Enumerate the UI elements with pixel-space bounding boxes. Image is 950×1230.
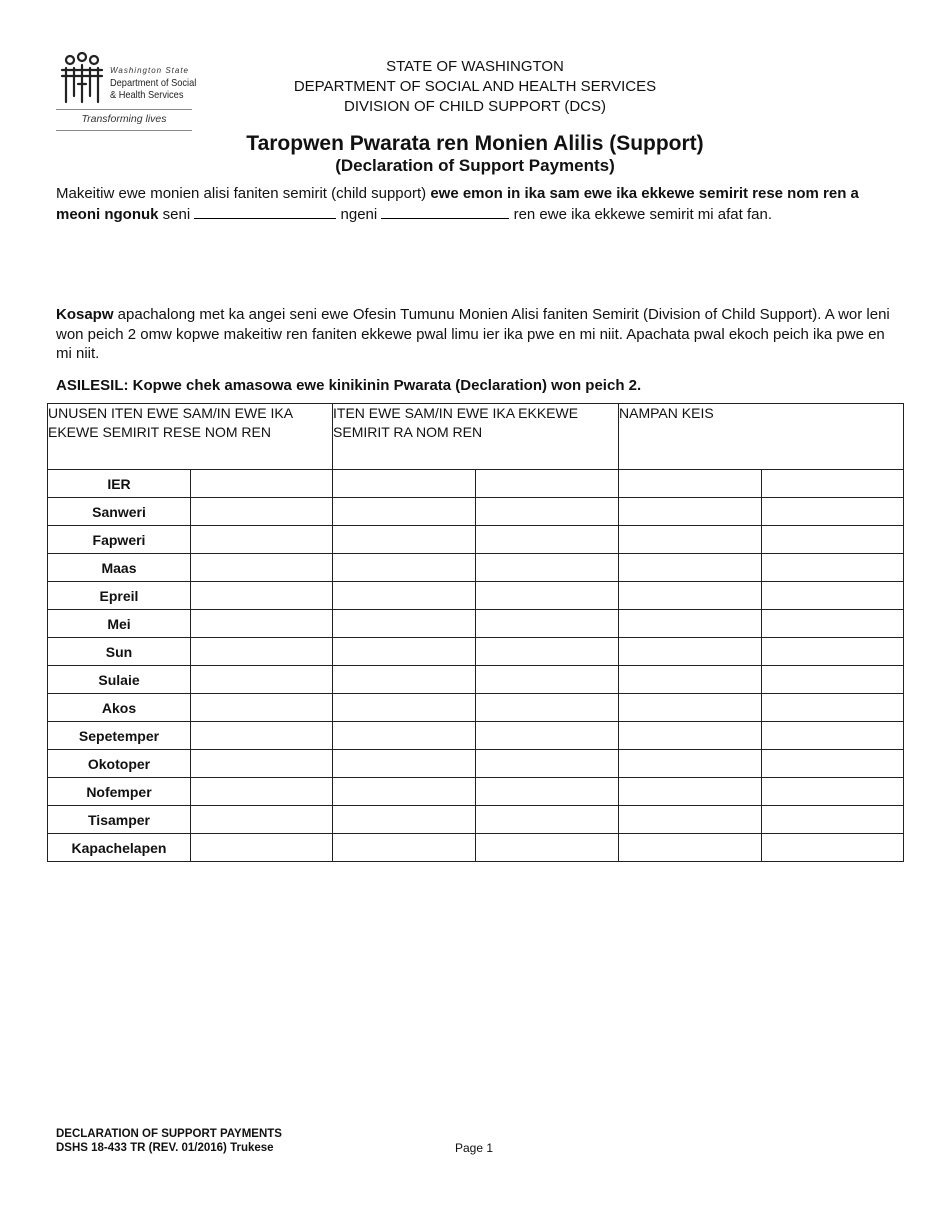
payment-cell[interactable] (191, 470, 333, 498)
month-label: Sanweri (48, 498, 191, 526)
intro-text-1: Makeitiw ewe monien alisi faniten semirit (child support) (56, 185, 431, 202)
table-row (48, 834, 904, 862)
payment-cell[interactable] (762, 834, 904, 862)
month-label: Mei (48, 610, 191, 638)
payment-cell[interactable] (762, 694, 904, 722)
table-row (48, 498, 904, 526)
payment-cell[interactable] (762, 638, 904, 666)
payment-cell[interactable] (476, 750, 619, 778)
payment-cell[interactable] (191, 610, 333, 638)
payment-cell[interactable] (619, 722, 762, 750)
header-case-number: NAMPAN KEIS (619, 404, 904, 470)
payment-cell[interactable] (191, 526, 333, 554)
payment-cell[interactable] (476, 666, 619, 694)
payment-cell[interactable] (619, 498, 762, 526)
payment-cell[interactable] (619, 582, 762, 610)
table-row (48, 694, 904, 722)
table-row (48, 554, 904, 582)
payment-cell[interactable] (333, 470, 476, 498)
intro-bold-text: ewe emon in ika sam ewe ika ekkewe semirit rese nom ren a meoni ngonuk (56, 185, 859, 223)
header-receiving-parent-name: ITEN EWE SAM/IN EWE IKA EKKEWE SEMIRIT RA NOM REN (333, 404, 619, 470)
payment-cell[interactable] (333, 778, 476, 806)
payment-cell[interactable] (762, 526, 904, 554)
to-date-field[interactable] (381, 204, 509, 219)
payment-cell[interactable] (333, 498, 476, 526)
logo-name-line1: Department of Social (110, 77, 197, 89)
header-line-department: DEPARTMENT OF SOCIAL AND HEALTH SERVICES (293, 78, 657, 95)
payment-cell[interactable] (191, 638, 333, 666)
payment-cell[interactable] (476, 834, 619, 862)
payment-cell[interactable] (619, 526, 762, 554)
instructions-text: apachalong met ka angei seni ewe Ofesin Tumunu Monien Alisi faniten Semirit (Division of Child Support). A wor leni won peich 2 omw kopwe makeitiw ren faniten ekkewe pwal limu ier ika pwe en mi niit. Apachata pwal ekoch peich ika pwe en mi niit. (56, 306, 890, 362)
payments-table (47, 403, 904, 862)
payment-cell[interactable] (619, 694, 762, 722)
footer-form-number: DSHS 18-433 TR (REV. 01/2016) Trukese (56, 1142, 274, 1154)
payment-cell[interactable] (476, 778, 619, 806)
logo-divider-top (56, 109, 192, 110)
payment-cell[interactable] (191, 722, 333, 750)
header-line-state: STATE OF WASHINGTON (386, 58, 564, 75)
month-label: Sepetemper (48, 722, 191, 750)
month-label: Tisamper (48, 806, 191, 834)
table-row (48, 806, 904, 834)
payment-cell[interactable] (333, 694, 476, 722)
payment-cell[interactable] (476, 470, 619, 498)
payment-cell[interactable] (476, 582, 619, 610)
instructions-bold-word: Kosapw (56, 306, 114, 323)
payment-cell[interactable] (476, 806, 619, 834)
page-number: Page 1 (455, 1141, 494, 1155)
payment-cell[interactable] (762, 554, 904, 582)
payment-cell[interactable] (333, 610, 476, 638)
month-label: Sulaie (48, 666, 191, 694)
payment-cell[interactable] (476, 610, 619, 638)
payment-cell[interactable] (191, 666, 333, 694)
payment-cell[interactable] (476, 498, 619, 526)
payment-cell[interactable] (333, 806, 476, 834)
payment-cell[interactable] (762, 470, 904, 498)
payments-table-body (48, 404, 904, 862)
month-label: Sun (48, 638, 191, 666)
from-date-field[interactable] (194, 204, 336, 219)
payment-cell[interactable] (619, 554, 762, 582)
table-row (48, 470, 904, 498)
logo-state-text: Washington State (110, 66, 190, 75)
payment-cell[interactable] (619, 638, 762, 666)
payment-cell[interactable] (333, 582, 476, 610)
payment-cell[interactable] (191, 582, 333, 610)
table-header-row (48, 404, 904, 470)
payment-cell[interactable] (333, 554, 476, 582)
payment-cell[interactable] (191, 806, 333, 834)
intro-text-2: seni (158, 205, 195, 223)
table-row (48, 666, 904, 694)
logo-divider-bottom (56, 130, 192, 131)
month-label: IER (48, 470, 191, 498)
intro-paragraph (56, 184, 896, 224)
dshs-family-emblem-icon (58, 52, 106, 104)
table-row (48, 638, 904, 666)
form-subtitle: (Declaration of Support Payments) (335, 156, 615, 175)
payment-cell[interactable] (333, 722, 476, 750)
agency-header (200, 57, 750, 117)
month-label: Maas (48, 554, 191, 582)
payment-cell[interactable] (333, 638, 476, 666)
table-row (48, 722, 904, 750)
payment-cell[interactable] (619, 778, 762, 806)
payment-cell[interactable] (333, 526, 476, 554)
month-label: Epreil (48, 582, 191, 610)
payment-cell[interactable] (191, 750, 333, 778)
important-note: ASILESIL: Kopwe chek amasowa ewe kinikinin Pwarata (Declaration) won peich 2. (56, 377, 642, 394)
payment-cell[interactable] (762, 750, 904, 778)
footer-form-name: DECLARATION OF SUPPORT PAYMENTS (56, 1128, 282, 1140)
month-label: Nofemper (48, 778, 191, 806)
payment-cell[interactable] (191, 554, 333, 582)
month-label: Fapweri (48, 526, 191, 554)
payment-cell[interactable] (191, 778, 333, 806)
payment-cell[interactable] (762, 778, 904, 806)
payment-cell[interactable] (619, 610, 762, 638)
payment-cell[interactable] (619, 666, 762, 694)
logo-name-line2: & Health Services (110, 89, 184, 101)
form-footer (56, 1127, 282, 1155)
table-row (48, 526, 904, 554)
payment-cell[interactable] (476, 554, 619, 582)
form-title: Taropwen Pwarata ren Monien Alilis (Support) (246, 132, 704, 155)
payment-cell[interactable] (191, 694, 333, 722)
month-label: Kapachelapen (48, 834, 191, 862)
table-row (48, 582, 904, 610)
payment-cell[interactable] (762, 666, 904, 694)
payment-cell[interactable] (619, 750, 762, 778)
payment-cell[interactable] (191, 498, 333, 526)
payment-cell[interactable] (191, 834, 333, 862)
payment-cell[interactable] (762, 582, 904, 610)
table-row (48, 750, 904, 778)
payment-cell[interactable] (476, 526, 619, 554)
payment-cell[interactable] (619, 834, 762, 862)
dshs-logo (56, 50, 196, 132)
payment-cell[interactable] (762, 806, 904, 834)
payment-cell[interactable] (762, 722, 904, 750)
table-row (48, 778, 904, 806)
instructions-paragraph (56, 305, 896, 364)
payment-cell[interactable] (476, 722, 619, 750)
header-paying-parent-name: UNUSEN ITEN EWE SAM/IN EWE IKA EKEWE SEMIRIT RESE NOM REN (48, 404, 333, 470)
payment-cell[interactable] (333, 750, 476, 778)
intro-text-3: ngeni (336, 205, 382, 223)
payment-cell[interactable] (762, 610, 904, 638)
header-line-division: DIVISION OF CHILD SUPPORT (DCS) (344, 98, 606, 115)
month-label: Akos (48, 694, 191, 722)
payment-cell[interactable] (476, 694, 619, 722)
payment-cell[interactable] (762, 498, 904, 526)
payment-cell[interactable] (619, 806, 762, 834)
payment-cell[interactable] (619, 470, 762, 498)
payment-cell[interactable] (333, 666, 476, 694)
table-row (48, 610, 904, 638)
intro-text-4: ren ewe ika ekkewe semirit mi afat fan. (509, 205, 773, 223)
payment-cell[interactable] (476, 638, 619, 666)
month-label: Okotoper (48, 750, 191, 778)
logo-tagline: Transforming lives (81, 113, 167, 125)
logo-department-name (110, 77, 196, 101)
payment-cell[interactable] (333, 834, 476, 862)
